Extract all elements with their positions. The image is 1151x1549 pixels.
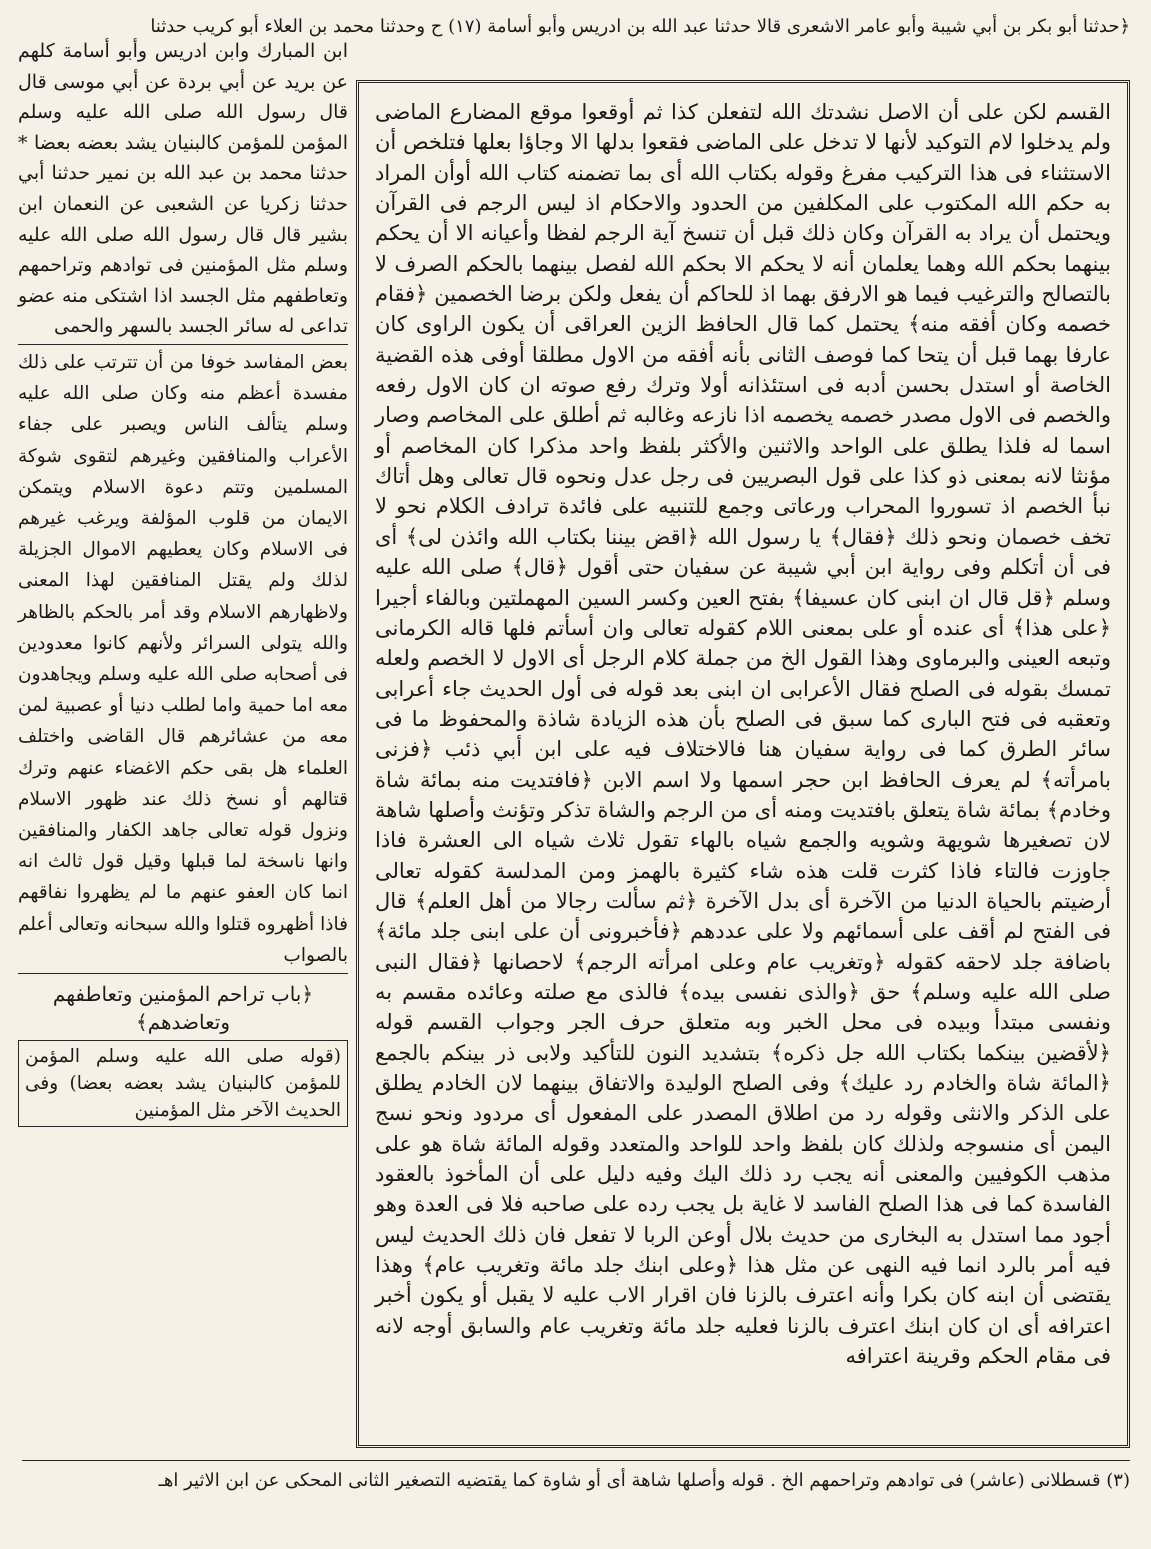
column-divider xyxy=(18,344,348,345)
page-header-line: ﴿حدثنا أبو بكر بن أبي شيبة وأبو عامر الاشعرى قالا حدثنا عبد الله بن ادريس وأبو أسامة (١٧) ح وحدثنا محمد بن العلاء أبو كريب حدثنا xyxy=(150,16,1130,37)
footnote-text: (قوله صلى الله عليه وسلم المؤمن للمؤمن كالبنيان يشد بعضه بعضا) وفى الحديث الآخر مثل المؤمنين xyxy=(25,1046,341,1121)
main-commentary-box xyxy=(356,80,1130,1448)
hadith-text: ابن المبارك وابن ادريس وأبو أسامة كلهم عن بريد عن أبي بردة عن أبي موسى قال قال رسول الله صلى الله عليه وسلم المؤمن للمؤمن كالبنيان يشد بعضه بعضا * حدثنا محمد بن عبد الله بن نمير حدثنا أبي حدثنا زكريا عن الشعبى عن النعمان ابن بشير قال قال رسول الله صلى الله عليه وسلم مثل المؤمنين فى توادهم وتراحمهم وتعاطفهم مثل الجسد اذا اشتكى منه عضو تداعى له سائر الجسد بالسهر والحمى xyxy=(18,40,348,338)
left-column xyxy=(18,36,348,1456)
commentary-paragraph: القسم لكن على أن الاصل نشدتك الله لتفعلن كذا ثم أوقعوا موقع المضارع الماضى ولم يدخلوا لام التوكيد لأنها لا تدخل على الماضى فقعوا بدلها الا وجاؤا بعلها فتلخص أن الاستثناء فى هذا التركيب مفرغ وقوله بكتاب الله أى بما تضمنه كتاب الله أوأن المراد به حكم الله المكتوب على المكلفين من الحدود والاحكام اذ ليس الرجم فى القرآن ويحتمل أن يراد به القرآن وكان ذلك قبل أن تنسخ آية الرجم لفظا وأعيانه الا أن يحكم بينهما بحكم الله وهما يعلمان أنه لا يحكم الا بحكم الله لفصل بينهما بالحكم الصرف لا بالتصالح والترغيب فيما هو الارفق بهما اذ للحاكم أن يفعل ولكن برضا الخصمين ﴿فقام خصمه وكان أفقه منه﴾ يحتمل كما قال الحافظ الزين العراقى أن يكون الراوى كان عارفا بهما قبل أن يتحا كما فوصف الثانى بأنه أفقه من الاول مطلقا أوفى هذه القضية الخاصة أو استدل بحسن أدبه فى استئذانه أولا وترك رفع صوته ان كان الاول رفعه والخصم فى الاول مصدر خصمه يخصمه اذا نازعه وغالبه ثم أطلق على المخاصم وصار اسما له فلذا يطلق على الواحد والاثنين والأكثر بلفظ واحد مذكرا كان المخاصم أو مؤنثا لانه بمعنى ذو كذا على قول البصريين فى رجل عدل ونحوه قال تعالى وهل أتاك نبأ الخصم اذ تسوروا المحراب ورعاتى وجمع للتنبيه على فائدة ترادف الكلام نحو لا تخف خصمان ونحو ذلك ﴿فقال﴾ يا رسول الله ﴿اقض بيننا بكتاب الله وائذن لى﴾ أى فى أن أتكلم وفى رواية ابن أبي شيبة عن سفيان حتى أقول ﴿قال﴾ صلى الله عليه وسلم ﴿قل قال ان ابنى كان عسيفا﴾ بفتح العين وكسر السين المهملتين وبالفاء أجيرا ﴿على هذا﴾ أى عنده أو على بمعنى اللام كقوله تعالى وان أسأتم فلها قاله الكرمانى وتبعه العينى والبرماوى وهذا القول الخ من جملة كلام الرجل أى الاول لا الخصم ولعله تمسك بقوله فى الصلح فقال الأعرابى ان ابنى بعد قوله فى أول الحديث جاء أعرابى وتعقبه فى فتح البارى كما سبق فى الصلح بأن هذه الزيادة شاذة والمحفوظ ما فى سائر الطرق كما فى رواية سفيان هنا فالاختلاف فيه على ابن أبي ذئب ﴿فزنى بامرأته﴾ لم يعرف الحافظ ابن حجر اسمها ولا اسم الابن ﴿فافتديت منه بمائة شاة وخادم﴾ بمائة شاة يتعلق بافتديت ومنه أى من الرجم والشاة تذكر وتؤنث وأصلها شاهة لان تصغيرها شويهة وشويه والجمع شياه بالهاء تقول ثلاث شياه الى العشرة فاذا جاوزت فالتاء فاذا كثرت قلت هذه شاء كثيرة بالهمز ومن المدلسة كقوله تعالى أرضيتم بالحياة الدنيا من الآخرة أى بدل الآخرة ﴿ثم سألت رجالا من أهل العلم﴾ قال فى الفتح لم أقف على أسمائهم ولا على عددهم ﴿فأخبرونى أن على ابنى جلد مائة﴾ باضافة جلد لاحقه كقوله ﴿وتغريب عام وعلى امرأته الرجم﴾ لاحصانها ﴿فقال النبى صلى الله عليه وسلم﴾ حق ﴿والذى نفسى بيده﴾ فالذى مع صلته وعائده مقسم به ونفسى مبتدأ وبيده فى محل الخبر وبه متعلق حرف الجر وجواب القسم قوله ﴿لأقضين بينكما بكتاب الله جل ذكره﴾ بتشديد النون للتأكيد ولابى ذر بينكم بالجمع ﴿المائة شاة والخادم رد عليك﴾ وفى الصلح الوليدة والاتفاق بينهما لان الخادم يطلق على الذكر والانثى وقوله رد من اطلاق المصدر على المفعول أى مردود ونحو نسج اليمن أى منسوجه ولذلك كان بلفظ واحد للواحد والمتعدد وقوله المائة شاة هو على مذهب الكوفيين والمعنى أنه يجب رد ذلك اليك وفيه دليل على أن المأخوذ بالعقود الفاسدة كما فى هذا الصلح الفاسد لا غاية بل يجب رده على صاحبه فلا فى العدة وهو أجود مما استدل به البخارى من حديث بلال أوعن الربا لا تفعل فان ذلك الحديث ليس فيه أمر بالرد انما فيه النهى عن مثل هذا ﴿وعلى ابنك جلد مائة وتغريب عام﴾ وهذا يقتضى أن ابنه كان بكرا وأنه اعترف بالزنا فان اقرار الاب عليه لا يقبل أو يكون أخبر اعترافه أى ان كان ابنك اعترف بالزنا فعليه جلد مائة وتغريب عام والسابق أوجه لانه فى مقام الحكم وقرينة اعترافه xyxy=(375,100,1111,1369)
margin-commentary: بعض المفاسد خوفا من أن تترتب على ذلك مفسدة أعظم منه وكان صلى الله عليه وسلم يتألف الناس ويصبر على جفاء الأعراب والمنافقين وغيرهم لتقوى شوكة المسلمين وتتم دعوة الاسلام ويتمكن الايمان من قلوب المؤلفة ويرغب غيرهم فى الاسلام وكان يعطيهم الاموال الجزيلة لذلك ولم يقتل المنافقين لهذا المعنى ولاظهارهم الاسلام وقد أمر بالحكم بالظاهر والله يتولى السرائر ولأنهم كانوا معدودين فى أصحابه صلى الله عليه وسلم ويجاهدون معه اما حمية واما لطلب دنيا أو عصبية لمن معه من عشائرهم قال القاضى واختلف العلماء هل بقى حكم الاغضاء عنهم وترك قتالهم أو نسخ ذلك عند ظهور الاسلام ونزول قوله تعالى جاهد الكفار والمنافقين وانها ناسخة لما قبلها وقيل قول ثالث انه انما كان العفو عنهم ما لم يظهروا نفاقهم فاذا أظهروه قتلوا والله سبحانه وتعالى أعلم بالصواب xyxy=(18,351,348,966)
chapter-heading: ﴿باب تراحم المؤمنين وتعاطفهم وتعاضدهم﴾ xyxy=(52,982,314,1034)
column-divider xyxy=(18,973,348,974)
footnote-box xyxy=(18,1040,348,1127)
page-footer-line: (٣) قسطلانى (عاشر) فى توادهم وتراحمهم الخ . قوله وأصلها شاهة أى أو شاوة كما يقتضيه التصغير الثانى المحكى عن ابن الاثير اهـ xyxy=(22,1460,1130,1501)
